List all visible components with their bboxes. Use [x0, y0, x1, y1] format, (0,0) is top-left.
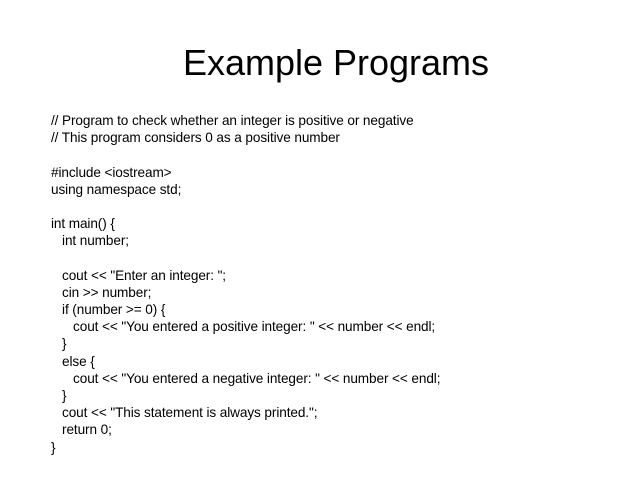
code-line-blank: [51, 250, 611, 267]
code-line: cout << "This statement is always printed.";: [51, 405, 318, 421]
code-line-blank: [51, 146, 611, 163]
code-line: cout << "You entered a positive integer: " << number << endl;: [51, 319, 436, 335]
code-line: }: [51, 388, 67, 403]
code-line: return 0;: [51, 422, 112, 438]
code-line: cout << "Enter an integer: ";: [51, 267, 226, 283]
code-line: }: [51, 439, 56, 455]
code-line: // Program to check whether an integer is positive or negative: [51, 113, 414, 128]
code-line: cout << "You entered a negative integer: " << number << endl;: [51, 370, 441, 386]
code-block: [51, 112, 611, 456]
code-line: }: [51, 336, 67, 352]
code-line: if (number >= 0) {: [51, 302, 166, 318]
code-line: int main() {: [51, 216, 115, 232]
code-line: else {: [51, 353, 95, 369]
code-line-blank: [51, 198, 611, 215]
code-line: int number;: [51, 233, 129, 249]
slide-title: Example Programs: [182, 42, 490, 83]
code-line: cin >> number;: [51, 284, 152, 300]
code-line: using namespace std;: [51, 181, 182, 197]
code-line: // This program considers 0 as a positive number: [51, 130, 340, 146]
code-line: #include <iostream>: [51, 164, 172, 180]
